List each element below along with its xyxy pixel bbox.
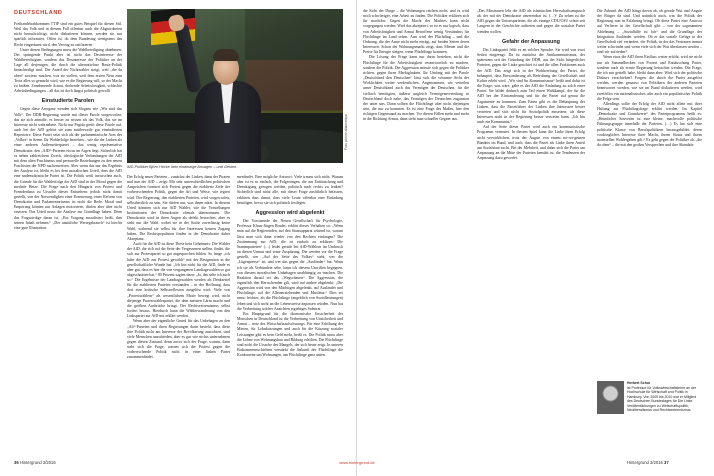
paragraph: Wenn etwa die AfD ihren Einfluss weiter erhöht, wird sie nicht nur als Sammelbecken von Protest und Enttäuschung Partei, sondern auch als ernste Regierung betrachtet werden. Die Frage, die ich mir gestellt habe, bleibt dann aber: Wird sich der politische Diskurs verschieben? Fragen, die durch die Partei ausgelöst werden, werden genauso von Politikern der anderen Parteien beantwortet werden, wie sie im Bund diskutieren werden, wird zweifellos ein nationalistisches oder auch ein populistischer Politik die Folge sein. [597,55,702,101]
paragraph: „Das Misstrauen lebt die AfD als islamischen Herrschaftsanspruch ab, der mit der Demokratie unvereinbar ist. (…)“ Zu sehen ist die AfD gegen die Unionsparteien, die als einzige CDU/CSU schon seit Langem in der Geschichte auftreten und gegen die sozialste Partei wenden wollen. [477,9,585,34]
footer-left [14,460,56,465]
right-column-3 [597,9,702,377]
author-portrait [597,381,624,414]
footer-right [627,460,669,465]
paragraph: Wenn aber der eigentliche Grund für das Unbehagen an den „Alt“-Parteien und ihren Regierungen darin besteht, dass diese ihre Politik nicht am Interesse der Bevölkerung ausrichten, sind viele Menschen unzufrieden, aber es gar wie nichts unternehmen gegen diesen Zustand, denn zuvor sich der Frage, warum, dann steht sich die Frage, warum sich die Protest gegen die vorherrschende Politik nicht in einer linken Partei zusammenfindet. [127,319,230,360]
paragraph: Der Erfolg neuer Parteien – zunächst der Linken, dann der Piraten und nun der AfD – zeigt: Mit sehr unterschiedlichen politischen Ansprüchen formiert sich Protest gegen die etablierte Ziele der vorherrschenden Politik, gegen die Art und Weise, wie regiert wird. Der Regierung, den etablierten Parteien, wird vorgeworfen, selbstherrlich zu sein. Sie dürfen nur, was ihnen nützt. In diesem Urteil könnten sich nur AfD Wähler, wie die Vorstellungen Institutionen der Demokratie oftmals übernommen. Die Demokratie wird in ihren Augen als defekt betrachtet, aber es sieht nur die Wahl, wobei sie in der Sache zuverlässig keine Wahl, während sie selbst für ihre Interessen keinen Zugang haben. Die Rechtspopulisten finden in der Demokratie daher Akzeptanz. [127,175,230,241]
left-column-1 [14,22,122,454]
paragraph: Unter diesen Bedingungen muss die Wahlbeteiligung abnehmen. Der springende Punkt aber ist nicht das Desinteresse der Wahlberechtigten, sondern das Desinteresse der Politiker an der Lage all derjenigen, die durch die alternativlose Basta-Politik benachteiligt sind. Der Anteil der Nichtwähler steigt, weil „die da oben“ sowieso machen, was sie wollen, weil dem ersten Nein zum Trotz alles so gemacht wird, wie es die Regierung will, so der Macht zu beißen. Zunehmende Armut, drohende Arbeitslosigkeit, schlechte Arbeitsbedingungen – all das ist doch längst politisch gewollt. [14,47,122,94]
paragraph: Der Vorsitzende der Neuen Gesellschaft für Psychologie, Professor Klaus-Jürgen Bruder, erklärt dieses Verhalten so: „Wenn man auf die Regierenden, auf den Staatsapparat wütend ist, warum lässt man sich dann wieder von den Rechten einfangen? Die Zustimmung zur AfD, die ist einfach zu erklären: Die Stammparteien“ (…) leidet gerade bei AfD-Wählern im Umbruch an diesen Unmut und seine Zuspitzung. Die werden vor die Frage gestellt, wer „Auf der Seite des Volkes“ steht, wer die „Lügenpresse“ ist, und wer das gegen die „Ausländer“ hat. Wenn ich sie als Verbündete sehe, kann ich diesem Unwillen begegnen, von diesem moralischen Unbehagen unabhängig zu machen. Die Reaktion darauf sei das „Wegschauen“. Die Aggression, die eigentlich den Herrschenden gilt, wird auf andere abgelenkt: „Die Aggression wird von den Mächtigen abgelenkt, auf Ausländer und Flüchtlinge, auf die Alleinerziehenden und Muslime.“ Dies sei umso leichter, als die Flüchtlinge (angeblich von Sozialleistungen) leben und sich nicht an die Lebensweise anpassen würden. Nun hat die Verbreitung solcher Ansichten ergiebiges Substrat. [237,219,343,311]
paragraph: Allerdings sollte der Erfolg der AfD nicht allein mit ihrer Haltung zur Flüchtlingsfrage erklärt werden. Im Kapitel „Demokratie und Grundwerte“ des Parteiprogramms heißt es: „Heimlicher Souverän ist eine kleine, machtvolle politische Führungsgruppe innerhalb der Parteien. (…) Es hat sich eine politische Klasse von Berufspolitikern herausgebildet, deren vordringliches Interesse ihrer Macht, ihrem Status und ihrem materiellen Wohlergehen gilt.“ Es geht gegen die Politiker als „die da oben“ – die mit den großen Versprechen und ihre Skandale. [597,101,702,148]
speaker-hair [213,49,239,61]
paragraph: menfindet. Eine mögliche Antwort: Viele trauen sich nicht. Warum aber ist es so einfach, die Folgerungen, die aus Enttäuschung und Demütigung gezogen werden, politisch nach rechts zu lenken? Sicherlich sind nicht alle, mit dieser Frage ausführlich befassen, erklären dass damit, dass viele Leute offenbar eine Einladung benötigen, bevor sie sich politisch festlegen. [237,175,343,205]
author-bio: ist Professor für Volkswirtschaftslehre an der Hochschule für Wirtschaft und Politik in Hamburg. Von 2005 bis 2010 war er Mitglied des Deutschen Bundestages für Die Linke. Veröffentlichungen zu Wirtschaftspolitik, Neoliberalismus und Rechtsextremismus. [627,385,697,412]
left-column-2 [127,175,230,454]
author-box [597,381,702,456]
footer-url[interactable]: www.hintergrund.de [339,460,375,465]
article-photo [127,9,343,163]
subheading: Gefahr der Anpassung [502,38,560,45]
right-column-1 [363,9,469,455]
author-name: Herbert Schui [627,381,650,385]
paragraph: Die Lösung der Frage kann nur darin bestehen, nicht die Flüchtlinge für die Arbeitslosigkeit verantwortlich zu machen, sondern die Politik. Die Aggression müsste sich gegen die Politiker richten, gegen ihren Marktglauben. Ihr Umfang mit der Parole „Deutschland den Deutschen“ lässt sich die verarmte Sicht der Wirklichkeit weiter verdeutlichen. Angenommen, wir verteilen unser Deutschland auch das Vermögen der Deutschen, für die vielfach benötigten, äußerst ungleich Vermögensverteilung in Deutschland doch nahe, das Vermögen der Deutschen zugunsten der unter uns. Dann sollten die Flüchtlinge aber nicht diejenigen sein, die nur zu kommen. Es ist eine Frage des Maßes, hier den richtigen Gegenstand zu machen. Vor diesen Fällen mehr und mehr in die Richtung Armut, dann sieht man schneller Gegner aus. [363,55,469,122]
section-tag: DEUTSCHLAND [14,10,63,16]
paragraph: Gegen diese Arroganz wenden sich Slogans wie „Wir sind das Volk“. Der DDR-Regierung wurde mit dieser Parole vorgeworfen, das sie sich anmaße, es besser zu wissen als das Volk, das sie im Interesse nicht wahrnehme. Nicht nur Pegida greift diese Parole auf, auch bei der AfD gehört sie zum mittlerweile gut einstudierten Repertoire. Diese Partei setzt sich als der parlamentarische Arm des „Volkes“ in Szene. Ihr Wahlerfolge beziehen – wie die der Linken als einer anderen Außenseiterpartei – das wenig repräsentative Demokratie, den „AfD“-Parteien etwas im Argen liegt. Sicherlich hat es neben zahlreichem Zweck, ideologische Verbindungen der AfD mit dem alten Faschismus und personelle Beziehungen zu den neuen Faschisten der NPD nachzuweisen. Aber wenn das nur das Ergebnis der Analyse ist, bleibt es bei dem moralischen Urteil, dass die AfD eine undemokratische Partei ist. Die Politik weiß inzwischen auch, die Gründe für die Wahlerfolge der AfD sind in der Moral gegen die mediale Hetze. Die Frage nach den Hängarts von Protest und Fremdenhass ist Ursache dieses Entstehens jedoch nicht damit gestellt, von der Notwendigkeit einer Erneuerung, einer Reform von Demokratie und Parlamentarismus ist nicht die Rede. Moral und Empörung können nur Anlagen motivieren, dürfen aber aber nicht ersetzen. Das Urteil muss die Analyse zur Grundlage haben. Denn das Fragwürdige daran ist, „Ein Vorgang moralisiert heißt, ihm seinen Inhalt nehmen.“ „Der unsittliche Wertegebrauch“ ist hierfür eine gute Illustration. [14,107,122,230]
paragraph: die Sicht der Dinge – die Wohnungen reichen nicht, und es wird noch schwieriger, eine Arbeit zu finden. Die Politiker erklären sich für machtlos: Gegen die Macht des Marktes kann nicht vorgegangen werden. Wird das akzeptiert, so ist es nur logisch, dass von Arbeitslosigkeit und Armut Betroffene wenig Verständnis für Flüchtlinge im Land sehen. Arm wird der Flüchtling – und die Ordnung, die der Arme nicht mehr erträgt, auf beiden Seiten deren Interessen. Schon der Wohnungsmarkt zeigt, dass Mieten und die Preise für Energie steigen, wenn Flüchtlinge kommen. [363,9,469,55]
journal-name: Hintergrund 3/2016 [627,460,663,465]
paragraph: Freihandelsabkommen TTIP sind ein gutes Beispiel für diesen Stil. Weil das Volk und in diesem Fall offenbar auch die Abgeordneten nicht benachrichtigt, nicht diskutieren können, werden sie nur spärlich informiert. Offen ist, ob dem Bundestag wenigstens das Recht eingeräumt wird, den Vertrag zu ratifizieren. [14,22,122,47]
left-column-3 [237,175,343,454]
subheading: Aggression wird abgelenkt [255,209,325,216]
journal-name: Hintergrund 3/2016 [19,460,56,465]
right-column-2 [477,9,585,455]
paragraph: Ein Hauptgrund für die ökonomische Unsicherheit der Menschen in Deutschland ist die Verbreitung von Unsicherheit und Armut – trotz des Wirtschaftsaufschwungs. Für eine Erhöhung der Mieten, für Lohnkürzungen und auch für die Kürzung sozialer Leistungen gibt es kein Geld mehr, heißt es. Die Politik muss aber die Löhne von Wohnungsbau und Bildung erhöhen. Die Flüchtlinge sind nicht die Ursache des Mangels, der sich heute zeigt. In unteren Einkommensschichten verstärkt die Ankunft der Flüchtlinge die Konkurrenz um Wohnungen, um Flüchtlinge ganz unten. [237,311,343,358]
author-text [627,381,702,413]
photo-caption: AfD-Politiker Björn Höcke liebt eindeutige Ansagen – und Gesten. [127,165,238,169]
subheading: Einstudierte Parolen [41,98,95,105]
page-number: 37 [664,460,669,465]
page-number: 36 [14,460,19,465]
paragraph: Der Linkspartei fehlt es an solcher Sprache. Sie wird von zwei Seiten eingeengt: Da ist zunächst der Antikommunismus, der spätestens seit der Gründung der DDR, aus der Sicht bürgerlicher Parteien, gegen die Linke gerichtet ist und die allen Fraktionen auch der AfD. Das zeigt sich in der Wahlwerbung der Partei, die behauptet, dass Einwanderung als Bedrohung der Gesellschaft und Kultur erlebt wird. „Wir sind für Kommunismus“ heißt und dafür ist die Frage; was wäre, gäbe es der AfD die Einladung zu solch einer Partei. Sie bildet dadurch zum Teil einen Wahlkampf, der für die AfD bei der Einwanderung und für die Partei auf genau die Argumente zu kommen. Zum Einen gibt es die Behauptung der Linken, dass die Parteiführer der Linken ihre Interessen besser vertreten und sich nicht für Sozialpolitik einsetzen; als diese Interessen nicht in der Regierung besser vertreten kann. „Ich bin auch ein Kommunist.“ [477,47,585,125]
paragraph: Auch für die AfD ist diese These kein Geheimnis: Die Wähler der AfD, die sich auf die Seite der Vergessenen stellen, findet, die sich zur Protestpartei so gut angesprochen fühlen. So lange „ich habe die AfD aus Protest gewählt“ mit der Resignation in die gesellschaftliche Wunde hat. „Ich bin nicht für die AfD, finde es aber gut, dass es hier die von vergangenen Landtagswahlen so gut abgeschnitten hat.“ 80 Prozent sagten dazu: „Ja, das sehe ich auch so.“ Die Ergebnisse der Landtagswahlen werden als Denkzettel für die etablierten Parteien verstanden – in der Hoffnung, dass dort eine kritische Selbstreflexion ausgelöst wird. Viele von „Protestwählern“ als wesentlichem Motiv bewegt wird, nicht diejenige Protestwählerpartei, die dem meisten Lärm macht und die größten Ausbrüche bringt. Der Rechtsextremismus selbst fordert heraus. Hierdurch kann die Wählerwanderung von den Linkspartei zur AfD mit erklärt werden. [127,242,230,319]
paragraph: Die Zukunft der AfD hängt davon ab, ob gerade Wut und Ängste der Bürger da sind. Und natürlich auch, was die Politik der Regierung nun in Erfahrung bringt. Ob diese Partei eine Antwort auf Verlierer in der Gesellschaft gibt – von der sogenannten Ablehnung – „Sozialhilfe ist fair“ und die Grundlage der Integration Ausländer werden. Ob er das soziale Gefüge in der Gesellschaft tief verändert, die Politik, in der das Vertrauen immer weiter schwindet und wenn viele sich der Wut überlassen werden – sind wir zufrieden? [597,9,702,55]
raised-arm [174,22,202,93]
photo-credit: Foto: picture alliance/dpa [344,114,348,150]
paragraph: Auf der Seite dieser Partei wird auch ein kommunistische Programm vermutet. In diesem Spiel kann die Linke ihren Erfolg nicht verwirklichen, trotz der Ängste von einem rot-rot-grünen Bündnis im Bund, und auch, dass die Partei als Linke ihren Anteil am Sozialstaat sucht. Bei der Mehrheit, und daher sich die Partei um Anpassung an die Mitte der Parteien bemüht ist, die Tendenzen der Anpassung dazu gewertet. [477,125,585,161]
